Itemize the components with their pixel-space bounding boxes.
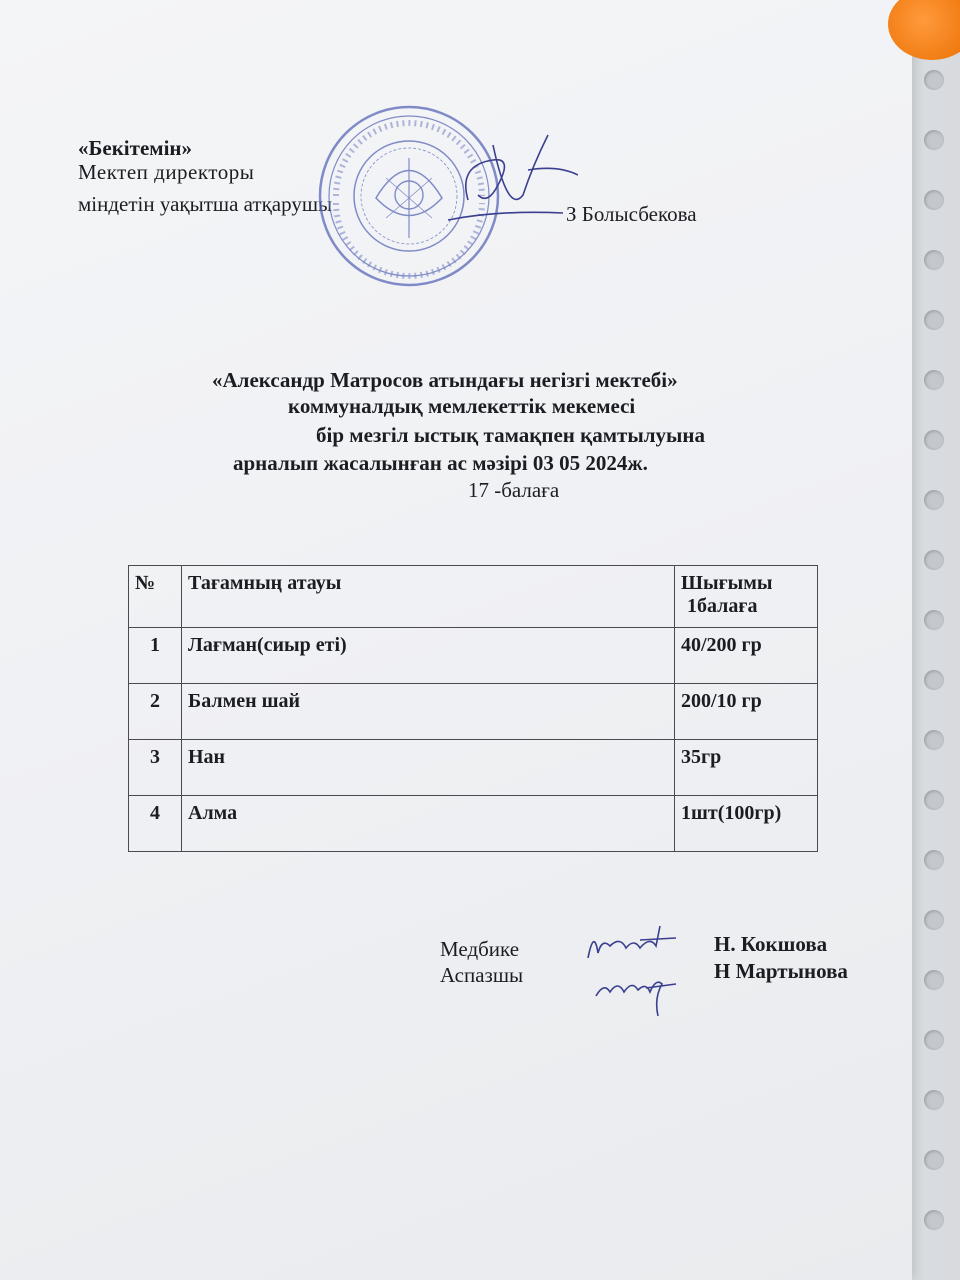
approval-role: міндетін уақытша атқарушы: [78, 192, 333, 216]
punch-holes: [918, 70, 952, 1270]
title-purpose: бір мезгіл ыстық тамақпен қамтылуына: [316, 423, 706, 447]
table-row: [129, 740, 818, 796]
table-row: [129, 684, 818, 740]
cook-name: Н Мартынова: [714, 959, 848, 983]
header-dish-name: Тағамның атауы: [182, 566, 675, 628]
nurse-name: Н. Кокшова: [714, 932, 828, 956]
row-dish-name: Алма: [182, 796, 675, 852]
row-num: 4: [129, 796, 182, 852]
title-institution: коммуналдық мемлекеттік мекемесі: [288, 394, 636, 418]
row-yield: 200/10 гр: [675, 684, 818, 740]
director-signature-icon: [438, 125, 578, 230]
table-header-row: [129, 566, 818, 628]
row-yield: 40/200 гр: [675, 628, 818, 684]
header-num: №: [129, 566, 182, 628]
table-row: [129, 796, 818, 852]
row-dish-name: Нан: [182, 740, 675, 796]
menu-table: [128, 565, 818, 852]
row-num: 3: [129, 740, 182, 796]
cook-signature-icon: [590, 958, 680, 1020]
approval-position: Мектеп директоры: [78, 160, 255, 184]
row-dish-name: Лағман(сиыр еті): [182, 628, 675, 684]
title-menu-date: арналып жасалынған ас мәзірі 03 05 2024ж.: [233, 451, 648, 475]
row-dish-name: Балмен шай: [182, 684, 675, 740]
approval-heading: «Бекітемін»: [78, 136, 193, 160]
row-num: 2: [129, 684, 182, 740]
approval-signer: З Болысбекова: [566, 202, 697, 226]
nurse-role: Медбике: [440, 937, 520, 961]
title-children-count: 17 -балаға: [468, 478, 560, 502]
header-yield-line1: Шығымы: [681, 572, 773, 594]
header-yield: [675, 566, 818, 628]
cook-role: Аспазшы: [440, 963, 524, 987]
row-yield: 1шт(100гр): [675, 796, 818, 852]
row-num: 1: [129, 628, 182, 684]
header-yield-line2: 1балаға: [687, 595, 758, 617]
row-yield: 35гр: [675, 740, 818, 796]
table-row: [129, 628, 818, 684]
title-school: «Александр Матросов атындағы негізгі мектебі»: [212, 368, 678, 392]
